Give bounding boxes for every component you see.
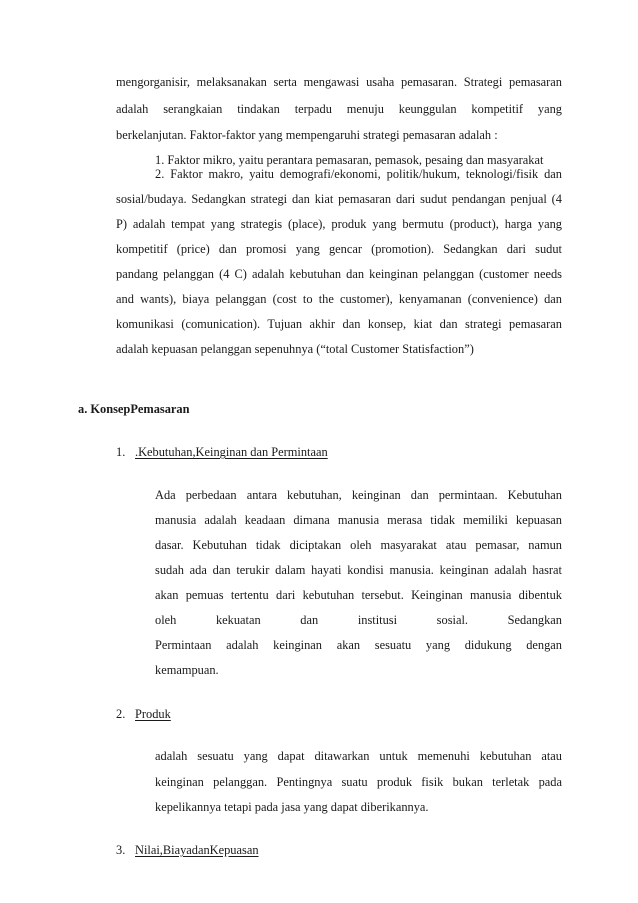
item-1-line-8: kemampuan. (155, 663, 219, 677)
intro-line-3: berkelanjutan. Faktor-faktor yang mempengaruhi strategi pemasaran adalah : (116, 128, 498, 142)
factor-2-line-8: adalah kepuasan pelanggan sepenuhnya (“total Customer Statisfaction”) (116, 342, 474, 356)
intro-line-1: mengorganisir, melaksanakan serta mengawasi usaha pemasaran. Strategi pemasaran (116, 75, 562, 89)
item-1-number: 1. (116, 445, 126, 459)
factor-2-line-5: pandang pelanggan (4 C) adalah kebutuhan dan keinginan pelanggan (customer needs (116, 267, 562, 281)
item-1-line-2: manusia adalah keadaan dimana manusia merasa tidak memiliki kepuasan (155, 513, 562, 527)
item-1-line-7: Permintaan adalah keinginan akan sesuatu yang didukung dengan (155, 638, 562, 652)
item-1-line-6: oleh kekuatan dan institusi sosial. Sedangkan (155, 613, 562, 627)
factor-2-line-7: komunikasi (comunication). Tujuan akhir dan konsep, kiat dan strategi pemasaran (116, 317, 562, 331)
section-heading: a. KonsepPemasaran (78, 402, 190, 416)
item-1-line-4: sudah ada dan terukir dalam hayati kondisi manusia. keinginan adalah hasrat (155, 563, 562, 577)
item-2-title: Produk (135, 707, 171, 721)
item-1-line-3: dasar. Kebutuhan tidak diciptakan oleh masyarakat atau pemasar, namun (155, 538, 562, 552)
item-2-number: 2. (116, 707, 126, 721)
factor-2-line-1: 2. Faktor makro, yaitu demografi/ekonomi, politik/hukum, teknologi/fisik dan (155, 167, 562, 181)
factor-2-line-6: and wants), biaya pelanggan (cost to the customer), kenyamanan (convenience) dan (116, 292, 562, 306)
item-3-number: 3. (116, 843, 126, 857)
factor-1: 1. Faktor mikro, yaitu perantara pemasaran, pemasok, pesaing dan masyarakat (155, 153, 544, 167)
factor-2-line-4: kompetitif (price) dan promosi yang gencar (promotion). Sedangkan dari sudut (116, 242, 562, 256)
item-1-line-5: akan pemuas tertentu dari kebutuhan tersebut. Keinginan manusia dibentuk (155, 588, 562, 602)
item-2-line-1: adalah sesuatu yang dapat ditawarkan untuk memenuhi kebutuhan atau (155, 749, 562, 763)
item-1-title: .Kebutuhan,Keinginan dan Permintaan (135, 445, 328, 459)
intro-line-2: adalah serangkaian tindakan terpadu menuju keunggulan kompetitif yang (116, 102, 562, 116)
factor-2-line-2: sosial/budaya. Sedangkan strategi dan kiat pemasaran dari sudut pendangan penjual (4 (116, 192, 562, 206)
factor-2-line-3: P) adalah tempat yang strategis (place), produk yang bermutu (product), harga yang (116, 217, 562, 231)
item-1-line-1: Ada perbedaan antara kebutuhan, keinginan dan permintaan. Kebutuhan (155, 488, 562, 502)
item-3-title: Nilai,BiayadanKepuasan (135, 843, 259, 857)
item-2-line-3: kepelikannya tetapi pada jasa yang dapat diberikannya. (155, 800, 429, 814)
item-2-line-2: keinginan pelanggan. Pentingnya suatu produk fisik bukan terletak pada (155, 775, 562, 789)
